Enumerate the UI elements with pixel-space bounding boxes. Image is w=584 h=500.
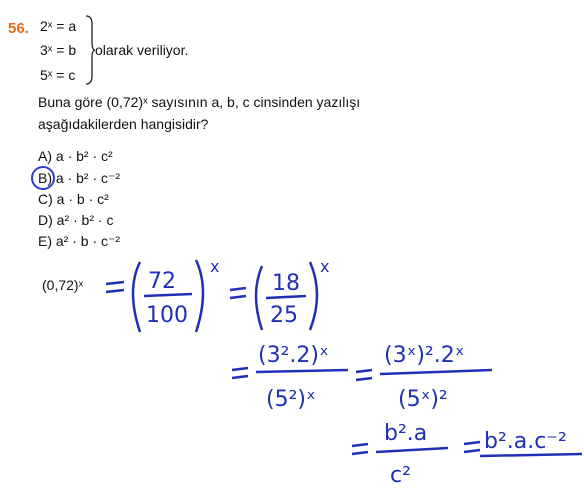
question-prompt-line-2: aşağıdakilerden hangisidir?	[38, 116, 209, 132]
step2-den: 25	[270, 303, 298, 328]
fraction-bar-1	[144, 294, 192, 296]
option-b-label: B)	[38, 170, 52, 186]
final-answer: b².a.c⁻²	[484, 429, 567, 454]
given-suffix: olarak veriliyor.	[95, 42, 189, 58]
step1-exp: x	[210, 257, 220, 276]
solution-equals-4	[356, 370, 372, 380]
given-line-3: 5ˣ = c	[40, 67, 76, 83]
option-c-text: a · b · c²	[56, 191, 109, 207]
paren-right-1	[196, 260, 203, 332]
option-d-label: D)	[38, 212, 53, 228]
solution-equals-6	[464, 442, 480, 452]
step4-den: (5ˣ)²	[398, 387, 448, 412]
step5-den: c²	[390, 463, 411, 488]
option-c[interactable]	[38, 191, 109, 207]
step3-num: (3².2)ˣ	[258, 343, 329, 368]
solution-equals-2	[230, 288, 246, 298]
question-prompt-line-1: Buna göre (0,72)ˣ sayısının a, b, c cinsinden yazılışı	[38, 94, 361, 110]
step3-den: (5²)ˣ	[266, 387, 316, 412]
given-line-2: 3ˣ = b	[40, 42, 77, 58]
option-b-text: a · b² · c⁻²	[55, 170, 121, 186]
option-e[interactable]	[38, 233, 120, 250]
step1-den: 100	[146, 303, 188, 328]
solution-equals-5	[352, 444, 368, 454]
final-underline	[480, 454, 582, 456]
paren-left-2	[256, 266, 262, 330]
option-b[interactable]	[38, 170, 120, 187]
step4-num: (3ˣ)².2ˣ	[384, 343, 465, 368]
option-e-text: a² · b · c⁻²	[55, 233, 121, 249]
fraction-bar-3	[256, 370, 348, 372]
fraction-bar-5	[376, 448, 448, 452]
solution-lhs: (0,72)ˣ	[42, 277, 84, 293]
given-line-1: 2ˣ = a	[40, 18, 77, 34]
option-d[interactable]	[38, 212, 113, 228]
option-e-label: E)	[38, 233, 52, 249]
step1-num: 72	[148, 269, 176, 294]
fraction-bar-2	[266, 296, 306, 298]
step2-num: 18	[272, 271, 300, 296]
solution-equals-3	[232, 368, 248, 378]
option-a-label: A)	[38, 148, 52, 164]
fraction-bar-4	[380, 370, 492, 374]
option-a[interactable]	[38, 148, 113, 164]
step2-exp: x	[320, 257, 330, 276]
paren-right-2	[310, 262, 317, 330]
option-c-label: C)	[38, 191, 53, 207]
solution-equals-1	[106, 282, 124, 292]
option-d-text: a² · b² · c	[56, 212, 114, 228]
handwritten-solution	[0, 250, 584, 500]
step5-num: b².a	[384, 421, 428, 446]
option-a-text: a · b² · c²	[55, 148, 113, 164]
question-number: 56.	[8, 20, 29, 37]
paren-left-1	[133, 262, 140, 332]
